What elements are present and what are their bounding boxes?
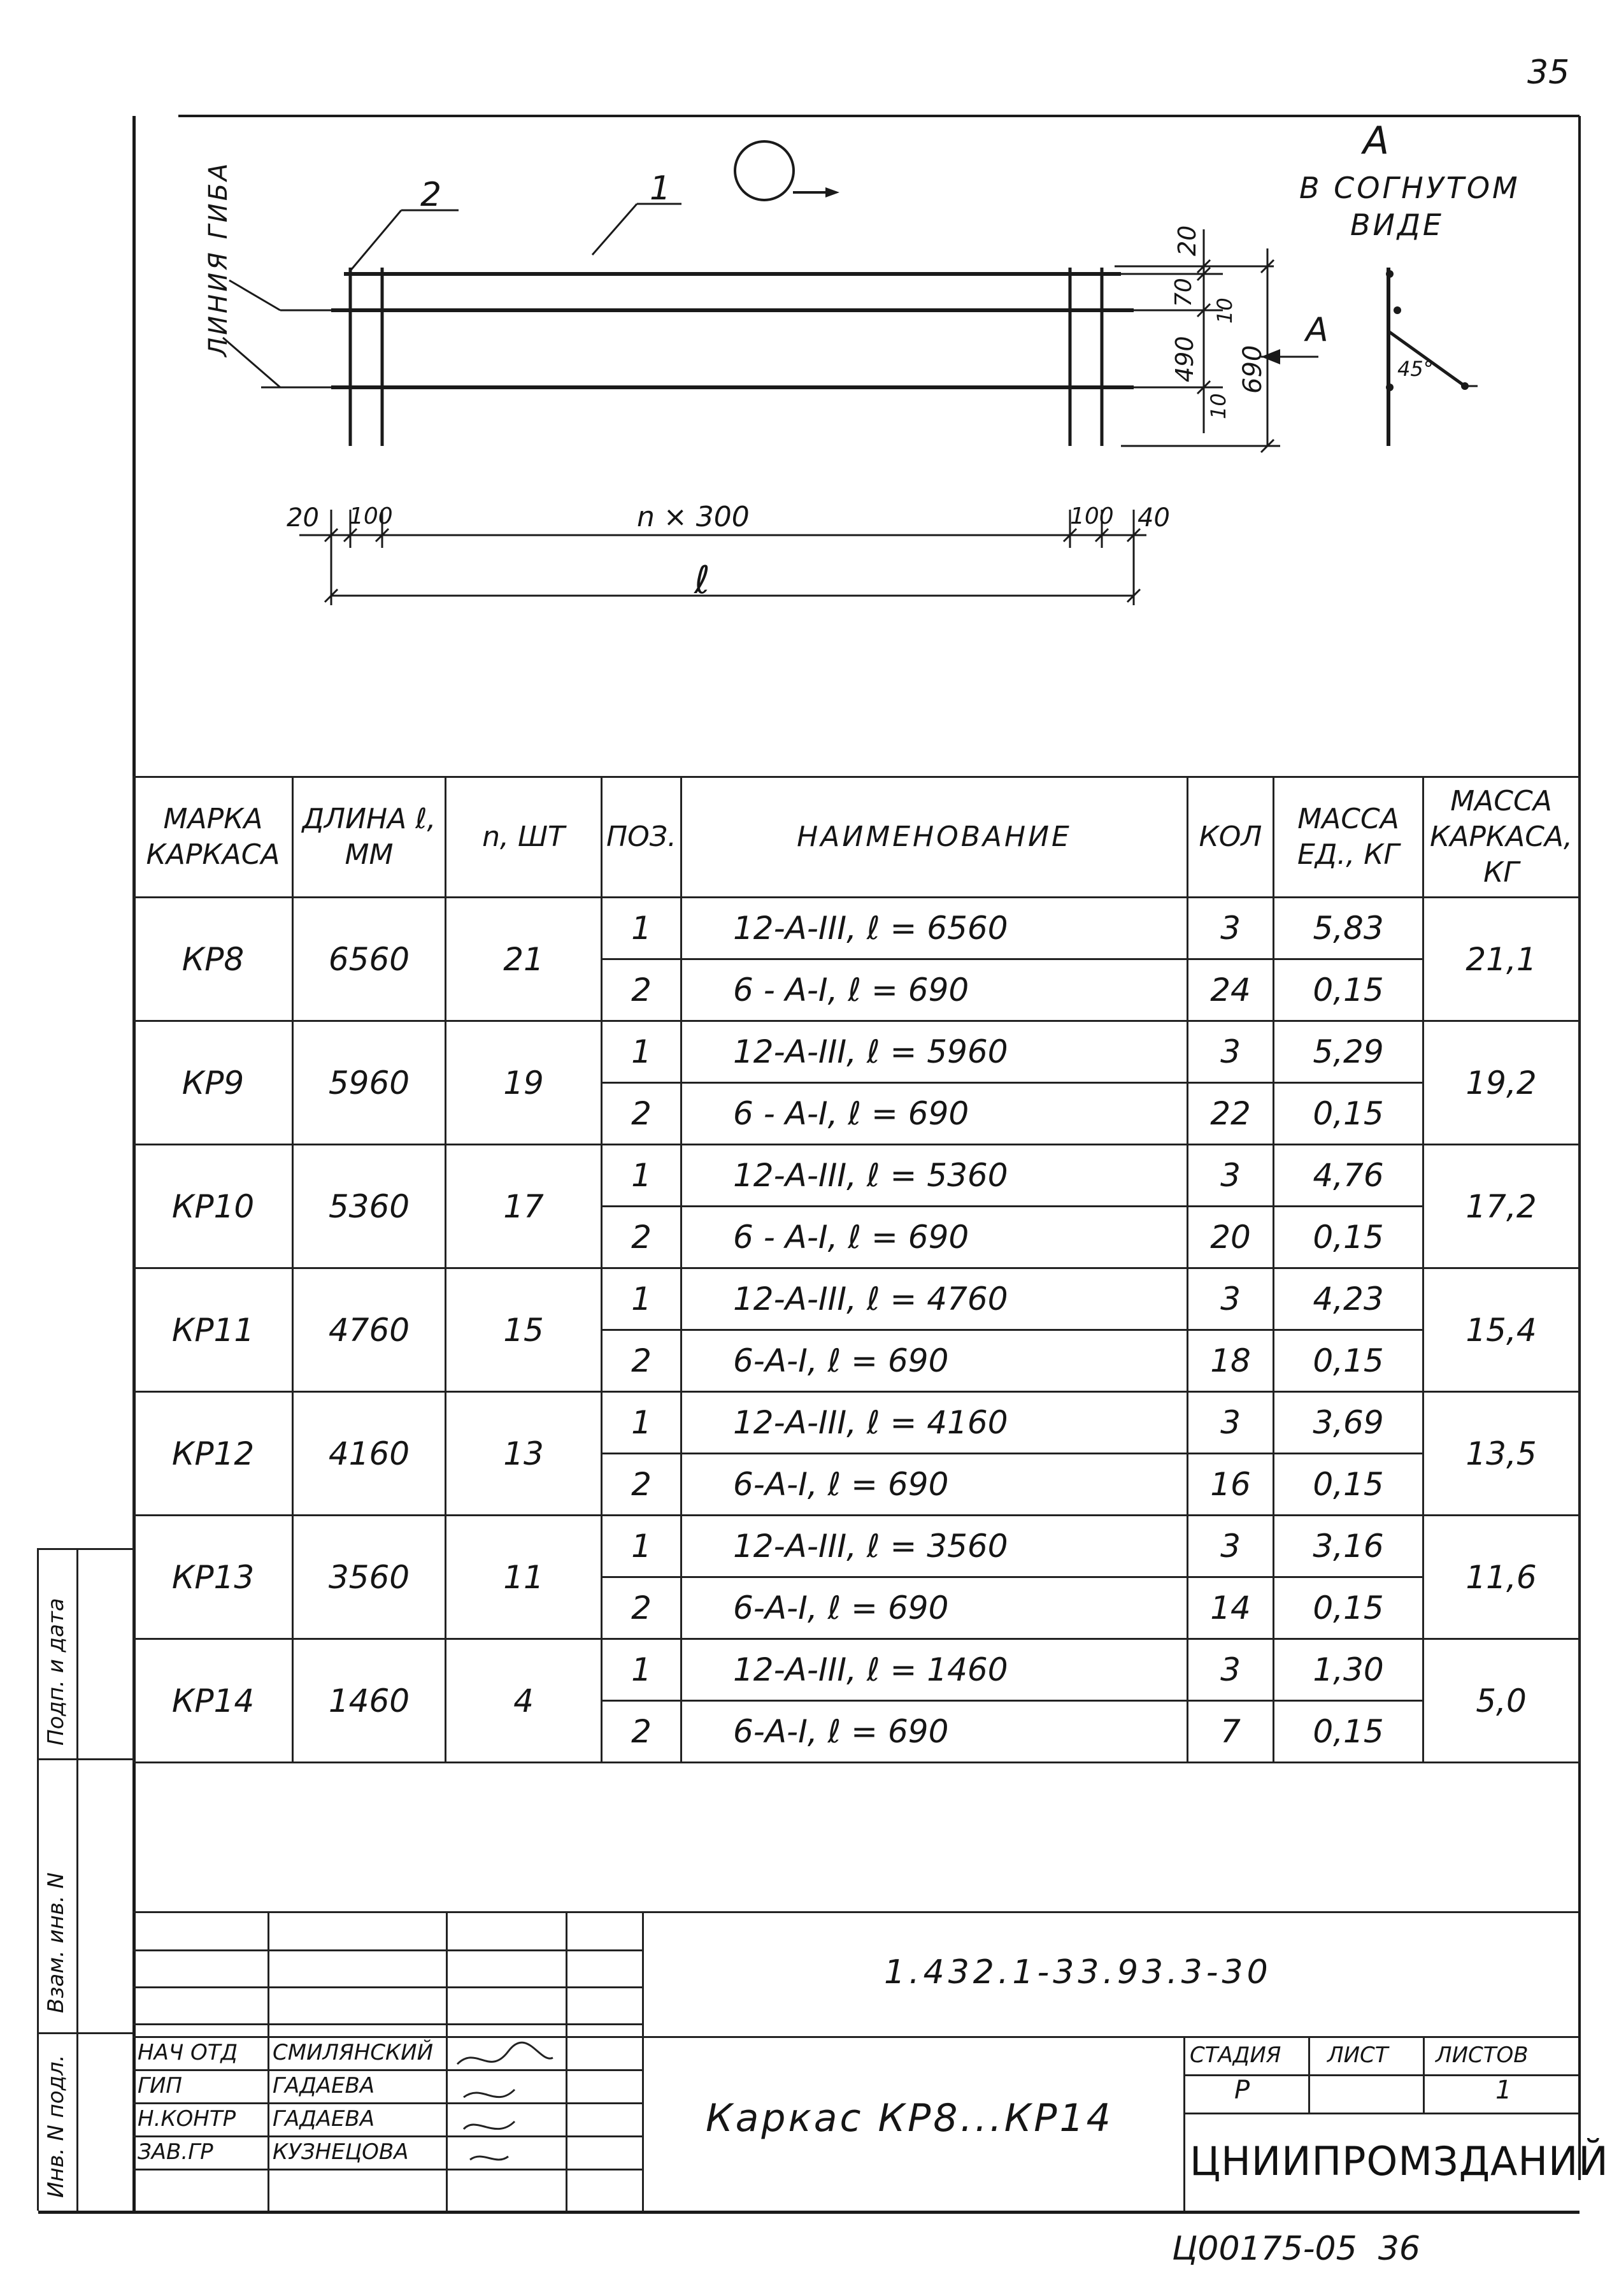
cell-name: 6-А-I, ℓ = 690 xyxy=(681,1577,1188,1639)
stamp-line xyxy=(1183,2113,1578,2114)
angle-label: 45° xyxy=(1397,357,1434,381)
cell-unit-mass: 0,15 xyxy=(1274,1701,1423,1763)
stamp-line xyxy=(566,1911,567,2211)
cell-length: 5360 xyxy=(293,1145,446,1268)
cell-name: 12-А-III, ℓ = 5360 xyxy=(681,1145,1188,1207)
cell-frame-mass: 19,2 xyxy=(1423,1021,1580,1145)
cell-qty: 7 xyxy=(1188,1701,1274,1763)
header-length: ДЛИНА ℓ, ММ xyxy=(293,777,446,898)
margin-label-inv: Инв. N подл. xyxy=(43,2055,69,2198)
margin-line xyxy=(37,2032,132,2034)
cell-pos: 1 xyxy=(602,898,681,959)
cell-length: 4160 xyxy=(293,1392,446,1516)
table-row xyxy=(134,1392,1580,1454)
header-pos: ПОЗ. xyxy=(602,777,681,898)
cell-qty: 14 xyxy=(1188,1577,1274,1639)
margin-label-sign: Подп. и дата xyxy=(43,1598,69,1746)
cell-unit-mass: 0,15 xyxy=(1274,1577,1423,1639)
cell-name: 6 - А-I, ℓ = 690 xyxy=(681,1207,1188,1268)
cell-length: 4760 xyxy=(293,1268,446,1392)
cell-mark: КР11 xyxy=(134,1268,293,1392)
cell-n: 17 xyxy=(446,1145,602,1268)
stage-value: Р xyxy=(1234,2076,1250,2105)
dim-10-b: 10 xyxy=(1206,393,1230,419)
cell-name: 12-А-III, ℓ = 3560 xyxy=(681,1516,1188,1577)
cell-mark: КР13 xyxy=(134,1516,293,1639)
cell-name: 12-А-III, ℓ = 6560 xyxy=(681,898,1188,959)
cell-name: 6 - А-I, ℓ = 690 xyxy=(681,1083,1188,1145)
stamp-line xyxy=(1308,2036,1310,2113)
cell-n: 15 xyxy=(446,1268,602,1392)
stamp-line xyxy=(446,1911,448,2211)
header-qty: КОЛ xyxy=(1188,777,1274,898)
cell-pos: 2 xyxy=(602,1577,681,1639)
specification-table xyxy=(132,776,1580,1763)
dim-490: 490 xyxy=(1171,336,1199,382)
header-name: НАИМЕНОВАНИЕ xyxy=(681,777,1188,898)
cell-n: 21 xyxy=(446,898,602,1021)
cell-unit-mass: 0,15 xyxy=(1274,1083,1423,1145)
cell-qty: 24 xyxy=(1188,959,1274,1021)
drawing-title: Каркас КР8...КР14 xyxy=(706,2096,1113,2141)
cell-frame-mass: 13,5 xyxy=(1423,1392,1580,1516)
title-block xyxy=(132,1911,1609,2211)
margin-label-vzam: Взам. инв. N xyxy=(43,1872,69,2013)
dim-690: 690 xyxy=(1238,345,1267,394)
cell-length: 3560 xyxy=(293,1516,446,1639)
cell-qty: 16 xyxy=(1188,1454,1274,1516)
cell-name: 6 - А-I, ℓ = 690 xyxy=(681,959,1188,1021)
cell-pos: 1 xyxy=(602,1268,681,1330)
dim-100-right: 100 xyxy=(1070,503,1114,529)
person-name: ГАДАЕВА xyxy=(273,2106,375,2132)
dim-40: 40 xyxy=(1138,503,1170,533)
sheet-label: ЛИСТ xyxy=(1327,2042,1388,2068)
header-n: n, ШТ xyxy=(446,777,602,898)
sheets-label: ЛИСТОВ xyxy=(1436,2042,1529,2068)
cell-qty: 3 xyxy=(1188,1639,1274,1701)
cell-pos: 2 xyxy=(602,959,681,1021)
margin-line xyxy=(76,1548,78,2211)
cell-frame-mass: 17,2 xyxy=(1423,1145,1580,1268)
table-row xyxy=(134,898,1580,959)
stamp-line xyxy=(132,2036,1578,2038)
cell-unit-mass: 0,15 xyxy=(1274,959,1423,1021)
stamp-line xyxy=(132,1911,1578,1913)
stamp-line xyxy=(1183,2036,1185,2211)
person-role: ГИП xyxy=(138,2073,182,2099)
cell-qty: 18 xyxy=(1188,1330,1274,1392)
cell-name: 12-А-III, ℓ = 4760 xyxy=(681,1268,1188,1330)
cell-name: 6-А-I, ℓ = 690 xyxy=(681,1330,1188,1392)
person-name: КУЗНЕЦОВА xyxy=(273,2139,409,2165)
cell-n: 11 xyxy=(446,1516,602,1639)
cell-frame-mass: 5,0 xyxy=(1423,1639,1580,1763)
cell-qty: 3 xyxy=(1188,1516,1274,1577)
cell-name: 12-А-III, ℓ = 1460 xyxy=(681,1639,1188,1701)
cell-unit-mass: 4,76 xyxy=(1274,1145,1423,1207)
cell-mark: КР14 xyxy=(134,1639,293,1763)
person-role: НАЧ ОТД xyxy=(138,2040,238,2065)
person-name: СМИЛЯНСКИЙ xyxy=(273,2040,434,2065)
position-2-label: 2 xyxy=(420,176,442,214)
cell-mark: КР10 xyxy=(134,1145,293,1268)
cell-n: 13 xyxy=(446,1392,602,1516)
dim-10-a: 10 xyxy=(1213,298,1237,324)
cell-pos: 2 xyxy=(602,1454,681,1516)
dim-20-left: 20 xyxy=(287,503,319,533)
cell-pos: 1 xyxy=(602,1021,681,1083)
frame-drawing xyxy=(0,0,1619,776)
view-letter: A xyxy=(1363,118,1390,163)
cell-unit-mass: 0,15 xyxy=(1274,1330,1423,1392)
cell-frame-mass: 11,6 xyxy=(1423,1516,1580,1639)
cell-unit-mass: 3,69 xyxy=(1274,1392,1423,1454)
cell-mark: КР12 xyxy=(134,1392,293,1516)
cell-qty: 3 xyxy=(1188,1021,1274,1083)
bend-line-label: ЛИНИЯ ГИБА xyxy=(204,161,233,357)
table-row xyxy=(134,1021,1580,1083)
frame-bottom xyxy=(38,2211,1580,2214)
cell-name: 12-А-III, ℓ = 5960 xyxy=(681,1021,1188,1083)
signatures xyxy=(451,2039,559,2172)
view-caption-line-1: В СОГНУТОМ xyxy=(1299,171,1520,205)
cell-qty: 3 xyxy=(1188,1392,1274,1454)
cell-unit-mass: 0,15 xyxy=(1274,1207,1423,1268)
person-name: ГАДАЕВА xyxy=(273,2073,375,2099)
cell-unit-mass: 4,23 xyxy=(1274,1268,1423,1330)
person-role: Н.КОНТР xyxy=(138,2106,236,2132)
cell-name: 12-А-III, ℓ = 4160 xyxy=(681,1392,1188,1454)
cell-unit-mass: 0,15 xyxy=(1274,1454,1423,1516)
dim-70: 70 xyxy=(1171,278,1197,307)
cell-qty: 3 xyxy=(1188,1268,1274,1330)
view-caption-line-2: ВИДЕ xyxy=(1350,208,1444,242)
cell-frame-mass: 21,1 xyxy=(1423,898,1580,1021)
cell-unit-mass: 5,29 xyxy=(1274,1021,1423,1083)
cell-length: 5960 xyxy=(293,1021,446,1145)
table-row xyxy=(134,1516,1580,1577)
cell-qty: 20 xyxy=(1188,1207,1274,1268)
cell-name: 6-А-I, ℓ = 690 xyxy=(681,1701,1188,1763)
cell-pos: 2 xyxy=(602,1083,681,1145)
cell-n: 19 xyxy=(446,1021,602,1145)
header-mark: МАРКА КАРКАСА xyxy=(134,777,293,898)
section-arrow-label: А xyxy=(1306,311,1329,349)
specification-table-wrapper xyxy=(132,776,1578,1763)
table-row xyxy=(134,1639,1580,1701)
footer-code: Ц00175-05 36 xyxy=(1172,2230,1420,2268)
person-role: ЗАВ.ГР xyxy=(138,2139,213,2165)
cell-length: 1460 xyxy=(293,1639,446,1763)
stamp-line xyxy=(1423,2036,1425,2113)
sheets-value: 1 xyxy=(1495,2076,1512,2105)
cell-unit-mass: 5,83 xyxy=(1274,898,1423,959)
cell-pos: 1 xyxy=(602,1639,681,1701)
position-1-label: 1 xyxy=(650,169,671,208)
header-frame-mass: МАССА КАРКАСА, КГ xyxy=(1423,777,1580,898)
cell-pos: 1 xyxy=(602,1516,681,1577)
stamp-line xyxy=(267,1911,269,2211)
cell-pos: 2 xyxy=(602,1330,681,1392)
cell-frame-mass: 15,4 xyxy=(1423,1268,1580,1392)
cell-pos: 1 xyxy=(602,1145,681,1207)
cell-qty: 3 xyxy=(1188,1145,1274,1207)
cell-name: 6-А-I, ℓ = 690 xyxy=(681,1454,1188,1516)
page-number: 35 xyxy=(1527,54,1570,92)
margin-line xyxy=(37,1548,39,2211)
margin-line xyxy=(37,1548,132,1550)
cell-pos: 2 xyxy=(602,1207,681,1268)
table-row xyxy=(134,1268,1580,1330)
cell-qty: 22 xyxy=(1188,1083,1274,1145)
dim-span: n × 300 xyxy=(637,501,750,533)
document-code: 1.432.1-33.93.3-30 xyxy=(884,1953,1272,1991)
cell-n: 4 xyxy=(446,1639,602,1763)
table-header-row xyxy=(134,777,1580,898)
dim-100-left: 100 xyxy=(349,503,393,529)
header-unit-mass: МАССА ЕД., КГ xyxy=(1274,777,1423,898)
cell-length: 6560 xyxy=(293,898,446,1021)
cell-mark: КР8 xyxy=(134,898,293,1021)
dim-20-top: 20 xyxy=(1173,225,1201,256)
table-row xyxy=(134,1145,1580,1207)
organization-name: ЦНИИПРОМЗДАНИЙ xyxy=(1190,2138,1609,2185)
margin-line xyxy=(37,1758,132,1760)
cell-unit-mass: 1,30 xyxy=(1274,1639,1423,1701)
dim-length: ℓ xyxy=(694,558,710,603)
stamp-line xyxy=(642,1911,644,2211)
cell-pos: 2 xyxy=(602,1701,681,1763)
cell-pos: 1 xyxy=(602,1392,681,1454)
cell-mark: КР9 xyxy=(134,1021,293,1145)
stage-label: СТАДИЯ xyxy=(1190,2042,1281,2068)
cell-unit-mass: 3,16 xyxy=(1274,1516,1423,1577)
cell-qty: 3 xyxy=(1188,898,1274,959)
